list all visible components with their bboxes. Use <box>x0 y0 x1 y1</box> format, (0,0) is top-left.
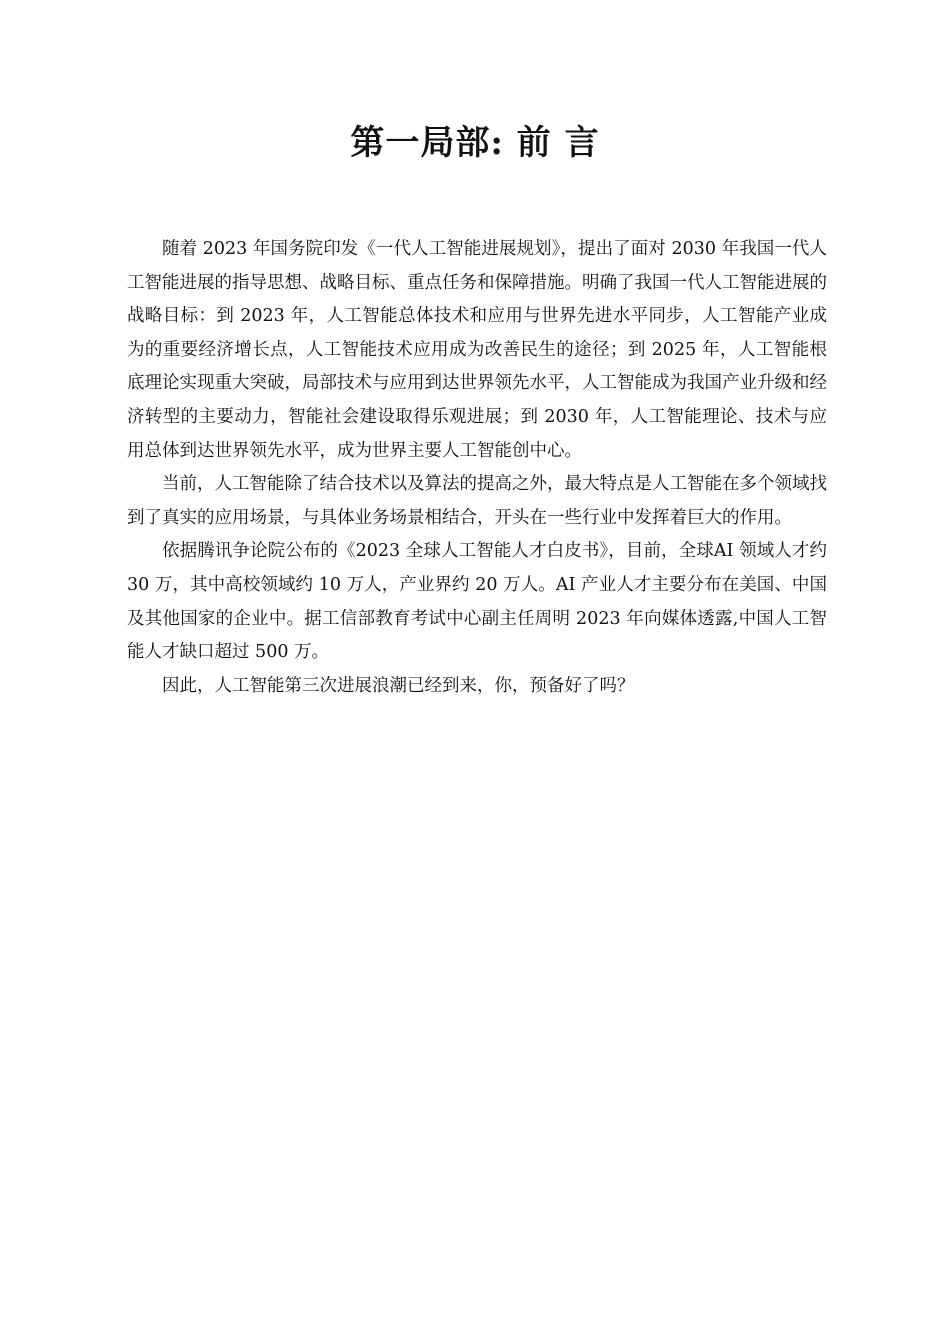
paragraph-conclusion: 因此，人工智能第三次进展浪潮已经到来，你，预备好了吗？ <box>162 675 635 696</box>
paragraph-talent-report: 依据腾讯争论院公布的《2023 全球人工智能人才白皮书》，目前，全球AI 领域人才约 30 万，其中高校领域约 10 万人，产业界约 20 万人。AI 产业人才主要分布在美国、中国及其他国家的企业中。据工信部教育考试中心副主任周明 2023 年向媒体透露,中国人工智能人才缺口超过 500 万。 <box>127 541 827 663</box>
paragraph-plan-overview: 随着 2023 年国务院印发《一代人工智能进展规划》，提出了面对 2030 年我国一代人工智能进展的指导思想、战略目标、重点任务和保障措施。明确了我国一代人工智能进展的战略目标：到 2023 年，人工智能总体技术和应用与世界先进水平同步，人工智能产业成为的重要经济增长点，人工智能技术应用成为改善民生的途径；到 2025 年，人工智能根底理论实现重大突破，局部技术与应用到达世界领先水平，人工智能成为我国产业升级和经济转型的主要动力，智能社会建设取得乐观进展；到 2030 年，人工智能理论、技术与应用总体到达世界领先水平，成为世界主要人工智能创中心。 <box>127 239 827 461</box>
page-title: 第一局部: 前 言 <box>350 123 600 163</box>
paragraph-current-status: 当前，人工智能除了结合技术以及算法的提高之外，最大特点是人工智能在多个领域找到了真实的应用场景，与具体业务场景相结合，开头在一些行业中发挥着巨大的作用。 <box>127 474 827 528</box>
document-body <box>127 233 827 703</box>
